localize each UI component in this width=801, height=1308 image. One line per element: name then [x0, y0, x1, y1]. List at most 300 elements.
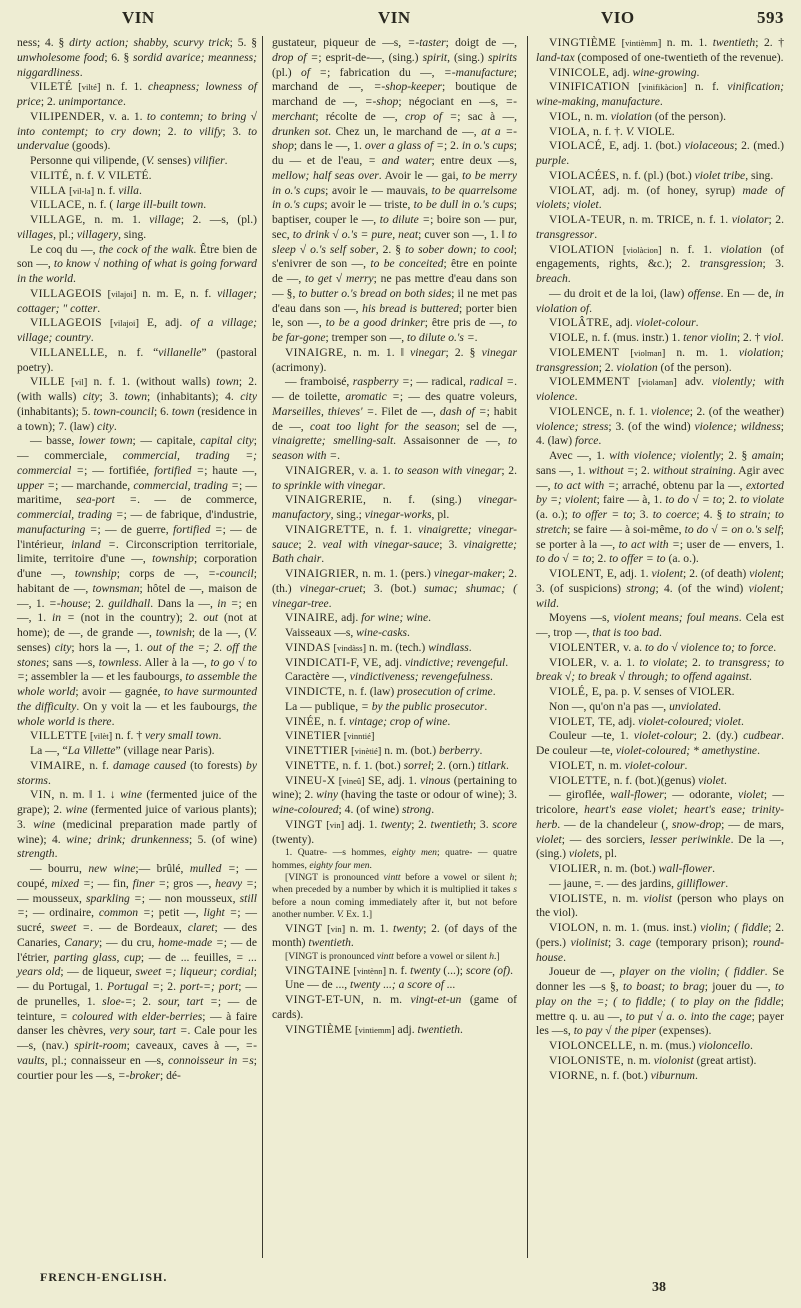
dictionary-entry — [272, 715, 517, 730]
dictionary-entry — [536, 66, 784, 81]
english-translation: violet-coloured; * amethystine — [615, 744, 758, 757]
definition-text: ; — de prunelles, 1. — [17, 980, 257, 1008]
definition-text: (a. o.); — [536, 508, 573, 521]
english-translation: mellow; half seas over — [272, 168, 379, 182]
definition-text: n. f. ( — [88, 198, 117, 212]
definition-text: ; 2. (of death) — [683, 567, 750, 580]
english-translation: spirits — [487, 50, 517, 64]
english-translation: twenty — [380, 817, 412, 831]
english-translation: vinegar — [481, 345, 517, 359]
definition-text: Le coq du —, — [30, 242, 99, 256]
definition-text: n. f. (pl.) (bot.) — [622, 168, 695, 182]
english-translation: =-vaults — [17, 1039, 257, 1067]
definition-text: ; 2. — [721, 493, 741, 507]
entry-phrase — [272, 872, 517, 922]
english-translation: wine-growing — [632, 65, 697, 79]
definition-text: v. a. — [623, 640, 645, 654]
definition-text: v. a. 1. — [601, 655, 640, 669]
definition-text: . — [684, 758, 688, 772]
english-translation: sparkling = — [86, 891, 142, 905]
definition-text: Joueur de —, — [549, 965, 620, 979]
definition-text: ; — mousseux, — [17, 876, 258, 905]
definition-text: ; (inhabitants); 4. — [147, 390, 241, 403]
definition-text: . — [321, 552, 325, 566]
headword: VINAIGRER , — [285, 464, 359, 477]
english-translation: =-shop — [364, 95, 399, 108]
definition-text: ; 3. — [608, 935, 630, 949]
entry-phrase — [536, 287, 784, 317]
english-translation: = by the public prosecutor — [361, 699, 485, 713]
definition-text: . — [566, 154, 570, 167]
english-translation: port-=; port — [179, 980, 239, 993]
headword: VILLACE , — [30, 198, 88, 211]
english-translation: vinegar — [410, 345, 446, 359]
definition-text: (acrimony). — [272, 360, 327, 374]
definition-text: ; hôtel de —, maison de —, 1. — [17, 581, 257, 610]
english-translation: violet-colour — [635, 316, 696, 330]
english-translation: V. — [96, 168, 106, 182]
dictionary-entry — [272, 656, 517, 671]
definition-text: . — [73, 272, 76, 285]
english-translation: in = — [52, 611, 75, 625]
definition-text: ” (village near Paris). — [115, 744, 215, 757]
definition-text: (of the person). — [657, 360, 732, 374]
definition-text: ; 2. (th.) — [272, 567, 517, 595]
definition-text: VIOLE. — [634, 124, 675, 138]
dictionary-entry — [536, 1069, 784, 1084]
headword: VIOLACÉES , — [549, 169, 623, 182]
definition-text: . Agir avec —, — [536, 463, 785, 492]
english-translation: unimportance — [58, 95, 123, 108]
definition-text: n. m. — [598, 758, 625, 772]
definition-text: ; 3. — [473, 817, 493, 831]
definition-text: — framboisé, — [285, 375, 353, 389]
english-translation: vinegar-manufactory — [272, 493, 517, 521]
english-translation: out — [203, 611, 219, 625]
headword: VINDICATI-F, VE , — [285, 656, 385, 669]
definition-text: . — [111, 714, 115, 728]
definition-text: . — [712, 862, 715, 875]
definition-text: ; baptiser, couper le —, — [272, 198, 517, 226]
english-translation: made of violets; violet — [536, 183, 784, 212]
pronunciation: [ vilajoi ] — [102, 289, 142, 299]
dictionary-entry — [272, 346, 517, 376]
headword: VINGTAINE — [285, 963, 351, 977]
entry-phrase — [272, 978, 517, 993]
english-translation: villagery — [76, 227, 119, 241]
definition-text: . — [659, 95, 663, 108]
definition-text: Ex. 1.] — [343, 909, 373, 921]
english-translation: wine — [120, 788, 142, 802]
english-translation: violent — [749, 567, 781, 580]
definition-text: . — [780, 331, 784, 344]
definition-text: ; entre deux —s, — [431, 154, 517, 167]
definition-text: (...); — [440, 963, 466, 977]
dictionary-entry — [272, 493, 517, 523]
english-translation: to boast; to brag — [622, 980, 705, 993]
definition-text: n. m. — [372, 993, 411, 1007]
english-translation: of = — [300, 65, 328, 79]
english-translation: s — [513, 884, 517, 896]
definition-text: n. f. (bot.)(genus) — [613, 773, 699, 787]
definition-text: ; petit —, — [150, 906, 204, 920]
english-translation: sordid avarice; meanness; niggardliness — [17, 50, 257, 79]
english-translation: home-made = — [158, 935, 224, 949]
definition-text: n. m. 1. — [349, 921, 393, 935]
headword: VINETTIER — [285, 744, 349, 757]
definition-text: E, pa. p. — [591, 685, 633, 698]
dictionary-entry — [272, 685, 517, 700]
english-translation: town-council — [93, 404, 154, 418]
english-translation: townish — [155, 626, 192, 639]
column-divider — [262, 36, 263, 1258]
definition-text: (fermented juice of various plants); 3. — [17, 803, 257, 831]
definition-text: n. f. 1. — [375, 522, 419, 536]
definition-text: adj. — [341, 611, 362, 625]
dictionary-entry — [536, 567, 784, 611]
english-translation: drunken sot — [272, 124, 329, 138]
definition-text: . — [718, 699, 721, 713]
definition-text: La —, “ — [30, 744, 68, 757]
definition-text: Vaisseaux —s, — [285, 626, 357, 639]
definition-text: ; dans le —, 1. — [293, 139, 365, 153]
definition-text: adj. — [612, 65, 633, 79]
definition-text: . — [598, 434, 602, 448]
english-translation: to offer = to — [609, 552, 666, 566]
definition-text: ; caveaux, caves à —, — [126, 1039, 246, 1052]
dictionary-entry — [536, 184, 784, 214]
english-translation: vinaigrette; vinegar-sauce — [272, 522, 517, 551]
english-translation: violet — [738, 788, 764, 802]
definition-text: (medicinal preparation made partly of wine); 4. — [17, 817, 257, 846]
english-translation: villages — [17, 227, 54, 241]
definition-text: n. f. 1. (without walls) — [93, 375, 217, 389]
english-translation: vilifier — [193, 154, 225, 167]
definition-text: ; arraché, obtenu par la —, — [615, 478, 746, 492]
english-translation: drop of = — [272, 50, 319, 64]
definition-text: ; mettre q. u. au —, — [536, 994, 784, 1023]
definition-text: ; cuver son —, 1. ‖ — [418, 227, 508, 241]
definition-text: . — [369, 859, 372, 871]
definition-text: ; — de fabrique, d'industrie, — [123, 508, 257, 521]
headword: VINDAS — [285, 640, 331, 654]
definition-text: . On y voit la — et les faubourgs, — [76, 699, 243, 713]
english-translation: of a village; village; country — [17, 316, 257, 344]
english-translation: to butter o.'s bread on both sides — [298, 286, 452, 300]
definition-text: . — [773, 640, 777, 654]
english-translation: violoncello — [698, 1039, 750, 1052]
english-translation: vinegar-works — [364, 508, 432, 521]
signature-mark: 38 — [652, 1280, 666, 1295]
dictionary-entry — [536, 1039, 784, 1054]
english-translation: =-taster — [407, 36, 446, 49]
definition-text: n. m. — [627, 1053, 654, 1067]
definition-text: . — [328, 596, 332, 610]
definition-text: ; habit de —, — [272, 404, 517, 433]
definition-text: n. m. TRICE, n. f. 1. — [629, 213, 732, 226]
definition-text: . — [598, 198, 602, 212]
definition-text: ; 2. † — [736, 331, 764, 344]
definition-text: . — [122, 95, 126, 108]
english-translation: violet — [698, 773, 724, 787]
english-translation: guildhall — [108, 596, 151, 610]
definition-text: ; — maritime, — [17, 478, 257, 507]
definition-text: ; 3. (of the wind) — [608, 419, 695, 433]
english-translation: twentieth — [430, 817, 474, 831]
definition-text: n. f. — [97, 183, 119, 197]
english-translation: to have surmounted the difficulty — [17, 685, 257, 713]
definition-text: . Avoir le — gai, — [378, 168, 463, 182]
english-translation: without = — [588, 463, 635, 477]
definition-text: ; 3. — [762, 257, 784, 271]
definition-text: n. f. (mus. instr.) 1. — [591, 331, 684, 344]
definition-text: ; 2. — [87, 596, 109, 610]
english-translation: upper = — [17, 478, 56, 492]
definition-text: Personne qui vilipende, ( — [30, 154, 146, 167]
definition-text: (of the person). — [651, 109, 726, 123]
english-translation: to violate — [740, 493, 784, 507]
definition-text: n. f. — [89, 758, 114, 772]
definition-text: ; se porter à la —, — [536, 522, 784, 551]
definition-text: ; en —, 1. — [17, 596, 257, 625]
definition-text: ; 2. † — [755, 36, 784, 49]
dictionary-entry — [17, 184, 257, 199]
english-translation: viburnum — [650, 1068, 696, 1082]
headword: VINETIER — [285, 729, 341, 743]
english-translation: wall-flower — [610, 788, 664, 802]
definition-text: ; boire son — pur, sec, — [272, 213, 517, 241]
definition-text: . — [510, 963, 514, 977]
definition-text: ; 2. — [443, 139, 462, 153]
headword: VIOLACÉ , — [549, 139, 609, 152]
english-translation: villa — [118, 183, 139, 197]
dictionary-entry — [17, 788, 257, 862]
definition-text: ; 3. — [99, 390, 125, 403]
english-translation: light = — [203, 906, 238, 920]
headword: VIOLONISTE , — [549, 1054, 627, 1067]
english-translation: =-council — [207, 567, 254, 580]
definition-text: . — [723, 773, 727, 787]
dictionary-entry — [536, 1054, 784, 1069]
english-translation: vingt-et-un — [410, 993, 462, 1007]
definition-text: n. f. 1. — [616, 404, 652, 418]
definition-text: ; jouer du —, — [704, 980, 775, 993]
english-translation: city — [97, 419, 114, 433]
english-translation: still = — [17, 891, 257, 920]
definition-text: n. m. 1. (mus. inst.) — [602, 921, 701, 934]
definition-text: ; — tricolore, — [536, 788, 784, 816]
definition-text: ; fabrication du —, — [327, 65, 444, 79]
english-translation: winy — [316, 788, 339, 802]
definition-text: ; when preceded by a number by which it is multiplied it takes — [272, 872, 517, 896]
headword: VIOLONCELLE , — [549, 1039, 639, 1052]
english-translation: town — [124, 390, 148, 403]
pronunciation: [ violman ] — [619, 348, 676, 358]
headword: VILIPENDER , — [30, 110, 109, 123]
definition-text: . Cela est —, trop —, — [536, 611, 784, 639]
english-translation: cudbear — [743, 729, 782, 743]
definition-text: ; — de ... feuilles, — [140, 950, 236, 964]
english-translation: sour, tart = — [157, 994, 218, 1008]
definition-text: Avec —, 1. — [549, 449, 610, 462]
definition-text: . — [113, 419, 117, 433]
headword: VINETTE , — [285, 759, 342, 772]
dictionary-entry — [17, 287, 257, 317]
english-translation: for wine; wine — [361, 611, 429, 625]
definition-text: ; 2. — [591, 552, 610, 566]
english-translation: berberry — [438, 744, 480, 757]
headword: VILETÉ — [30, 80, 73, 94]
dictionary-entry — [536, 316, 784, 331]
definition-text: ; sel de —, — [456, 419, 517, 433]
definition-text: . — [594, 227, 598, 241]
english-translation: very sour, tart = — [109, 1024, 188, 1038]
headword: VINEU-X — [285, 773, 336, 787]
headword: VINAIGRIER , — [285, 567, 362, 580]
definition-text: ; — coupé, — [17, 862, 257, 890]
dictionary-entry — [536, 213, 784, 243]
definition-text: ; 2. — [501, 463, 517, 477]
english-translation: to be merry in o.'s cups — [272, 168, 518, 197]
english-translation: titlark — [477, 758, 506, 772]
dictionary-entry — [17, 198, 257, 213]
pronunciation: [ vinifikàcion ] — [630, 82, 695, 92]
headword: VILLANELLE , — [30, 346, 118, 359]
definition-text: (game of cards). — [272, 993, 517, 1021]
english-translation: city — [240, 390, 257, 403]
english-translation: to dilute = — [379, 213, 431, 226]
english-translation: extorted by =; violent — [536, 478, 784, 507]
dictionary-entry — [17, 375, 257, 434]
pronunciation: [ vin ] — [323, 924, 350, 934]
english-translation: wine-casks — [356, 626, 408, 639]
dictionary-entry — [536, 36, 784, 66]
definition-text: n. f. 1. — [106, 80, 149, 94]
english-translation: to do √ violence to; to force — [644, 640, 774, 654]
definition-text: ; récolte de —, — [315, 109, 405, 123]
definition-text: ; porter bien le, son —, — [272, 301, 517, 330]
definition-text: adj. — [615, 316, 636, 330]
english-translation: to contemn; to bring √ into contempt; to cry down — [17, 109, 257, 138]
definition-text: . — [431, 803, 435, 816]
english-translation: commercial, trading = — [17, 508, 124, 521]
english-translation: sea-port = — [76, 493, 138, 507]
definition-text: ; marchand de —, — [272, 65, 517, 94]
english-translation: twentieth — [712, 36, 756, 49]
definition-text: VILETÉ. — [105, 168, 152, 182]
definition-text: ; 4. (of the wind) — [655, 581, 749, 595]
definition-text: n. f. — [388, 963, 411, 977]
dictionary-entry — [536, 125, 784, 140]
dictionary-entry — [536, 656, 784, 686]
english-translation: V. — [336, 909, 344, 921]
english-translation: V. — [248, 626, 257, 639]
english-translation: damage caused — [113, 758, 187, 772]
english-translation: violet tribe — [694, 168, 746, 182]
english-translation: strong — [626, 581, 656, 595]
definition-text: Non —, qu'on n'a pas —, — [549, 699, 670, 713]
english-translation: in violation of — [536, 286, 784, 315]
definition-text: ; hors la —, 1. — [71, 640, 148, 654]
english-translation: violence — [651, 404, 690, 418]
pronunciation: [ vintènn ] — [351, 966, 389, 976]
english-translation: common = — [98, 906, 151, 920]
english-translation: twenty ...; a score of ... — [350, 978, 456, 992]
english-translation: violent; wild — [536, 581, 784, 610]
headword: VINGTIÈME — [549, 36, 617, 49]
definition-text: ; 2. (med.) — [734, 139, 784, 153]
headword: VIOLA , — [549, 125, 593, 138]
english-translation: fortified = — [154, 463, 205, 477]
pronunciation: [ vintiemm ] — [352, 1025, 397, 1035]
definition-text: . — [203, 198, 207, 212]
definition-text: ; — du cru, — [99, 935, 159, 949]
definition-text: (pl.) — [272, 65, 301, 79]
english-translation: commercial, trading =; commercial = — [17, 449, 258, 477]
column-2 — [272, 36, 517, 1037]
pronunciation: [ vineû ] — [335, 776, 368, 786]
definition-text: ; 3. — [222, 124, 248, 138]
definition-text: , pl.; connaisseur en —s, — [44, 1053, 169, 1067]
dictionary-entry — [272, 1023, 517, 1038]
headword: VIORNE , — [549, 1069, 601, 1082]
definition-text: (twenty). — [272, 832, 315, 846]
definition-text: n. f. 1. — [670, 242, 721, 256]
english-translation: violet-coloured; violet — [638, 714, 742, 728]
definition-text: . — [749, 1039, 753, 1052]
definition-text: . Filet de —, — [374, 404, 440, 418]
dictionary-entry — [536, 921, 784, 965]
definition-text: n. m. — [612, 891, 644, 905]
definition-text: . — de commerce, — [137, 493, 257, 507]
english-translation: in = — [217, 596, 239, 610]
definition-text: (of engagements, rights, &c.); 2. — [536, 242, 785, 271]
definition-text: gustateur, piqueur de —s, — [272, 36, 408, 49]
english-translation: townless — [98, 655, 139, 669]
definition-text: (expenses). — [656, 1024, 712, 1038]
english-translation: over a glass of = — [364, 139, 444, 153]
headword: VILLAGE , — [30, 213, 94, 226]
english-translation: very small town — [145, 729, 219, 743]
definition-text: — bourru, — [30, 862, 89, 875]
english-translation: large ill-built town — [116, 198, 204, 212]
definition-text: (person who plays on the viol). — [536, 891, 784, 920]
definition-text: n. m. (tech.) — [368, 640, 429, 654]
english-translation: violation — [610, 109, 652, 123]
english-translation: claret — [187, 921, 215, 934]
definition-text: ; 3. (of suspicions) — [536, 567, 785, 595]
definition-text: ; 3. (bot.) — [362, 581, 425, 595]
definition-text: . — [382, 478, 386, 492]
definition-text: ; quatre- — quatre hommes, — [272, 847, 517, 871]
definition-text: ; habitant de —, — [17, 567, 257, 595]
headword: VIOLENT , — [549, 567, 607, 580]
column-divider — [527, 36, 528, 1258]
headword: VIOLET , — [549, 715, 598, 728]
entry-phrase — [17, 434, 257, 729]
dictionary-entry — [536, 641, 784, 656]
definition-text: n. m. (bot.) — [603, 862, 659, 875]
definition-text: ; — du Portugal, 1. — [17, 965, 257, 993]
definition-text: , pl.; — [53, 227, 77, 241]
headword: VILLAGEOIS — [30, 316, 102, 330]
definition-text: n. m. (bot.) — [384, 744, 439, 757]
dictionary-entry — [17, 80, 257, 110]
dictionary-entry — [536, 685, 784, 700]
definition-text: . — [725, 876, 729, 890]
definition-text: . — [696, 65, 700, 79]
english-translation: to season with = — [272, 434, 518, 462]
